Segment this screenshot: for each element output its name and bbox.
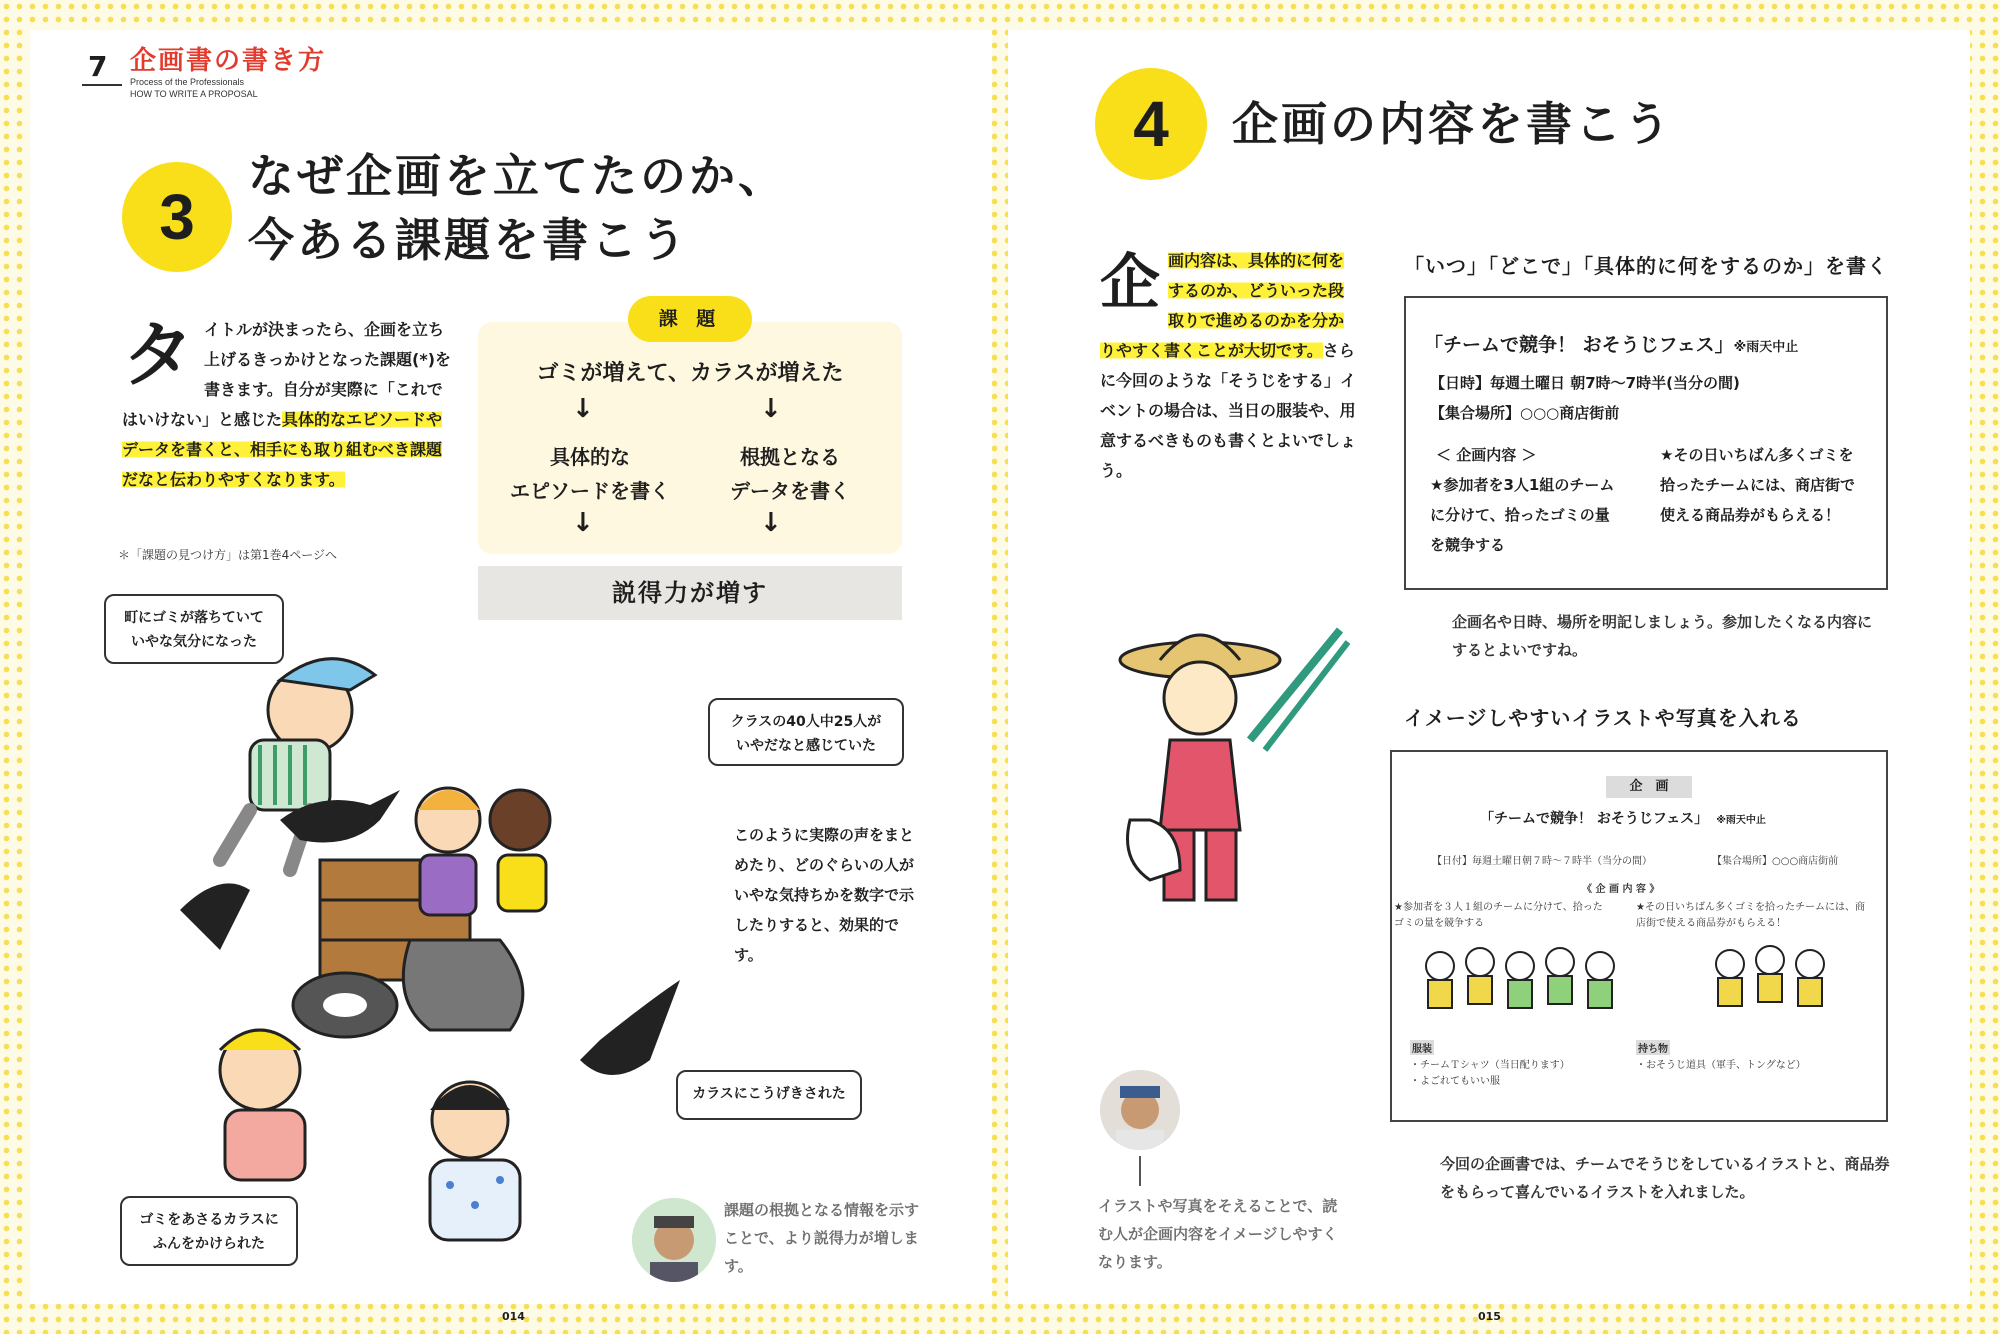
sample-place: 【集合場所】○○○商店街前: [1430, 404, 1620, 422]
footnote: ＊「課題の見つけ方」は第1巻4ページへ: [118, 548, 338, 562]
sample-content-right: ★その日いちばん多くゴミを拾ったチームには、商店街で使える商品券がもらえる！: [1660, 446, 1856, 524]
doc-content-header: 《 企 画 内 容 》: [1582, 884, 1660, 895]
arrow-down-icon: ↓: [760, 508, 782, 538]
doc-title: 「チームで競争！ おそうじフェス」 ※雨天中止: [1480, 811, 1766, 827]
result-bar: 説得力が増す: [478, 566, 902, 620]
doc-date: 【日付】毎週土曜日朝７時～７時半（当分の間）: [1432, 856, 1652, 867]
episode-column: 具体的な エピソードを書く: [510, 445, 670, 503]
doc-clothes-2: ・よごれてもいい服: [1410, 1076, 1500, 1087]
straw-hat-person-illustration: [1110, 620, 1370, 920]
page-number-right: 015: [1478, 1310, 1501, 1323]
series-divider: [82, 84, 122, 86]
author-avatar: [1100, 1070, 1180, 1150]
speech-bubble-crow-attack: カラスにこうげきされた: [676, 1070, 862, 1120]
dropcap: 企: [1100, 248, 1160, 318]
doc-place: 【集合場所】○○○商店街前: [1712, 856, 1839, 867]
speech-bubble-class: クラスの40人中25人が いやだなと感じていた: [708, 698, 904, 766]
sample-content-left: ★参加者を3人1組のチームに分けて、拾ったゴミの量を競争する: [1430, 476, 1615, 554]
arrow-down-icon: ↓: [572, 394, 594, 424]
section1-note: 企画名や日時、場所を明記しましょう。参加したくなる内容にするとよいですね。: [1452, 613, 1873, 659]
right-advice-caption: イラストや写真をそえることで、読む人が企画内容をイメージしやすくなります。: [1098, 1197, 1338, 1271]
team-cleaning-illustration: [1410, 936, 1870, 1036]
person-photo-icon: [632, 1198, 716, 1282]
doc-content-left: ★参加者を３人１組のチームに分けて、拾ったゴミの量を競争する: [1394, 902, 1603, 929]
step-4-badge: 4: [1095, 68, 1207, 180]
step-3-badge: 3: [122, 162, 232, 272]
sample-date: 【日時】毎週土曜日 朝7時～7時半(当分の間): [1430, 374, 1740, 392]
highlighted-text: 画内容は、具体的に何をするのか、どういった段取りで進めるのかを分かりやすく書くことが大切です。: [1100, 251, 1345, 360]
speech-bubble-crow-scatter: ゴミをあさるカラスに ふんをかけられた: [120, 1196, 298, 1266]
arrow-down-icon: ↓: [572, 508, 594, 538]
series-number: 7: [88, 50, 108, 83]
doc-content-right: ★その日いちばん多くゴミを拾ったチームには、商店街で使える商品券がもらえる！: [1636, 902, 1865, 929]
section2-title: イメージしやすいイラストや写真を入れる: [1404, 706, 1802, 730]
doc-items-label: 持ち物: [1636, 1040, 1670, 1055]
person-photo-icon: [1100, 1070, 1180, 1150]
doc-clothes-1: ・チームＴシャツ（当日配ります）: [1410, 1060, 1570, 1071]
section2-note: 今回の企画書では、チームでそうじをしているイラストと、商品券をもらって喜んでいるイラストを入れました。: [1440, 1155, 1890, 1201]
data-column: 根拠となる データを書く: [730, 445, 850, 503]
section-3-heading: なぜ企画を立てたのか、 今ある課題を書こう: [248, 149, 787, 267]
author-avatar: [632, 1198, 716, 1282]
issue-tag: 課 題: [628, 296, 752, 342]
series-title: 企画書の書き方: [130, 46, 327, 76]
highlighted-text: 具体的なエピソードやデータを書くと、相手にも取り組むべき課題だなと伝わりやすくなります。: [122, 410, 443, 489]
data-paragraph: このように実際の声をまとめたり、どのぐらいの人がいやな気持ちかを数字で示したりすると、効果的です。: [734, 826, 915, 964]
section-4-heading: 企画の内容を書こう: [1232, 97, 1673, 151]
intro-paragraph: タイトルが決まったら、企画を立ち上げるきっかけとなった課題(*)を書きます。自分が実際に「これではいけない」と感じた具体的なエピソードやデータを書くと、相手にも取り組むべき課題だなと伝わりやすくなります。: [122, 313, 452, 489]
right-intro-paragraph: 企画内容は、具体的に何をするのか、どういった段取りで進めるのかを分かりやすく書くことが大切です。さらに今回のような「そうじをする」イベントの場合は、当日の服装や、用意するべきものも書くとよいでしょう。: [1100, 248, 1357, 480]
doc-header: 企 画: [1606, 776, 1692, 798]
sample-content-header: ＜ 企画内容 ＞: [1436, 446, 1537, 464]
page-number-left: 014: [502, 1310, 525, 1323]
advice-caption: 課題の根拠となる情報を示すことで、より説得力が増します。: [724, 1201, 920, 1275]
caption-connector: [1139, 1156, 1141, 1186]
issue-headline: ゴミが増えて、カラスが増えた: [536, 361, 844, 386]
series-subtitle: Process of the Professionals HOW TO WRITE A PROPOSAL: [130, 77, 258, 99]
doc-items-1: ・おそうじ道具（軍手、トングなど）: [1636, 1060, 1806, 1071]
arrow-down-icon: ↓: [760, 394, 782, 424]
speech-bubble-trash: 町にゴミが落ちていて いやな気分になった: [104, 594, 284, 664]
trash-crow-illustration: [180, 620, 740, 1260]
section1-title: 「いつ」「どこで」「具体的に何をするのか」を書く: [1404, 254, 1888, 278]
dropcap: タ: [122, 313, 195, 397]
doc-clothes-label: 服装: [1410, 1040, 1434, 1055]
sample-event-title: 「チームで競争！ おそうじフェス」※雨天中止: [1424, 334, 1799, 356]
